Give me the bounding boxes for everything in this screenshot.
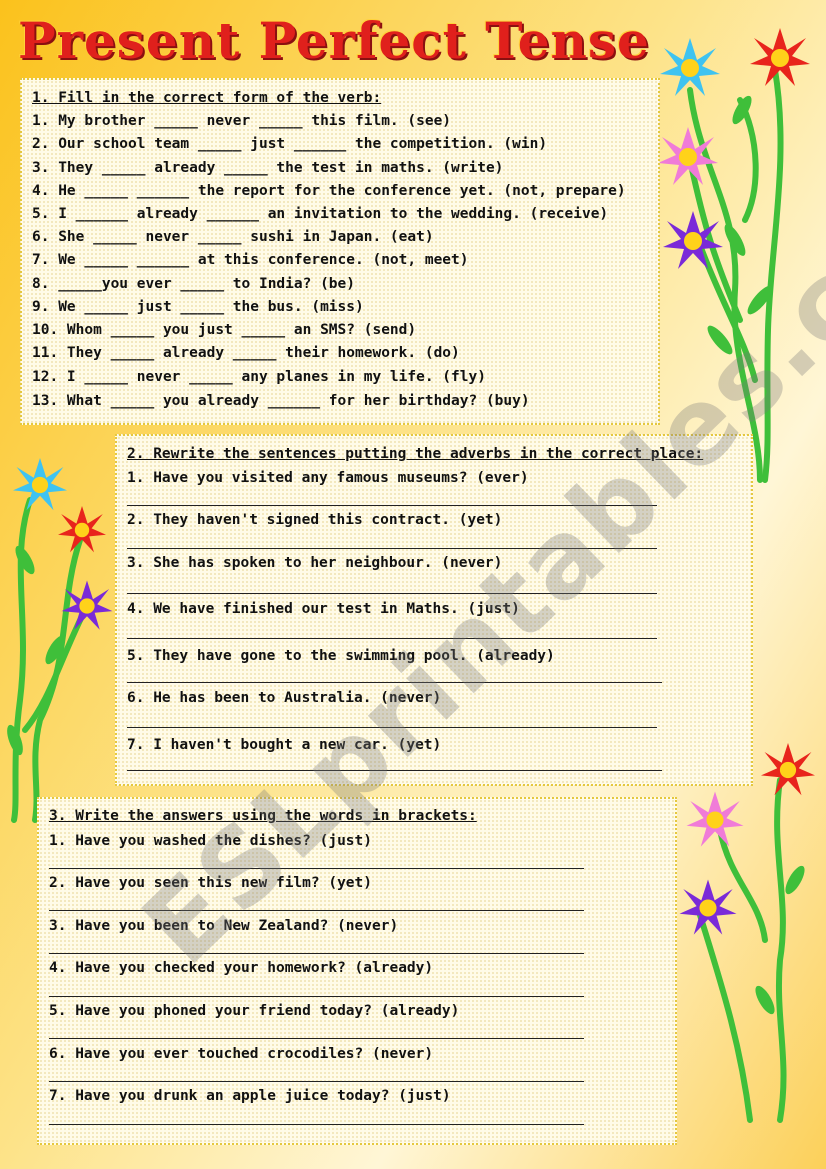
exercise-1-item: 3. They _____ already _____ the test in maths. (write) bbox=[32, 160, 504, 176]
exercise-1-item: 11. They _____ already _____ their homework. (do) bbox=[32, 345, 460, 361]
exercise-1-item: 13. What _____ you already ______ for her birthday? (buy) bbox=[32, 393, 530, 409]
exercise-3-heading: 3. Write the answers using the words in brackets: bbox=[49, 808, 477, 824]
exercise-1-item: 2. Our school team _____ just ______ the competition. (win) bbox=[32, 136, 548, 152]
exercise-3-item: 7. Have you drunk an apple juice today? (just) bbox=[49, 1088, 451, 1104]
exercise-2-item: 4. We have finished our test in Maths. (just) bbox=[127, 601, 520, 617]
exercise-3-item: 6. Have you ever touched crocodiles? (never) bbox=[49, 1046, 434, 1062]
answer-line bbox=[49, 1124, 584, 1125]
exercise-1-item: 1. My brother _____ never _____ this film. (see) bbox=[32, 113, 452, 129]
exercise-3-item: 3. Have you been to New Zealand? (never) bbox=[49, 918, 399, 934]
answer-line bbox=[49, 953, 584, 954]
exercise-3-item: 4. Have you checked your homework? (already) bbox=[49, 960, 434, 976]
exercise-1-item: 7. We _____ ______ at this conference. (not, meet) bbox=[32, 252, 469, 268]
exercise-3-item: 2. Have you seen this new film? (yet) bbox=[49, 875, 373, 891]
exercise-1-item: 9. We _____ just _____ the bus. (miss) bbox=[32, 299, 364, 315]
exercise-2-item: 2. They haven't signed this contract. (yet) bbox=[127, 512, 503, 528]
exercise-1-item: 12. I _____ never _____ any planes in my life. (fly) bbox=[32, 369, 486, 385]
page-title: Present Perfect Tense bbox=[18, 11, 650, 70]
exercise-1-box bbox=[20, 78, 660, 425]
exercise-1-heading: 1. Fill in the correct form of the verb: bbox=[32, 90, 382, 106]
exercise-3-item: 1. Have you washed the dishes? (just) bbox=[49, 833, 373, 849]
exercise-3-item: 5. Have you phoned your friend today? (already) bbox=[49, 1003, 460, 1019]
exercise-1-item: 5. I ______ already ______ an invitation to the wedding. (receive) bbox=[32, 206, 609, 222]
exercise-2-item: 7. I haven't bought a new car. (yet) bbox=[127, 737, 442, 753]
exercise-1-item: 8. _____you ever _____ to India? (be) bbox=[32, 276, 356, 292]
exercise-1-item: 4. He _____ ______ the report for the conference yet. (not, prepare) bbox=[32, 183, 626, 199]
answer-line bbox=[49, 1038, 584, 1039]
exercise-2-item: 5. They have gone to the swimming pool. (already) bbox=[127, 648, 555, 664]
exercise-1-item: 10. Whom _____ you just _____ an SMS? (send) bbox=[32, 322, 417, 338]
exercise-2-item: 3. She has spoken to her neighbour. (never) bbox=[127, 555, 503, 571]
exercise-2-item: 1. Have you visited any famous museums? (ever) bbox=[127, 470, 529, 486]
exercise-2-heading: 2. Rewrite the sentences putting the adverbs in the correct place: bbox=[127, 446, 704, 462]
answer-line bbox=[49, 1081, 584, 1082]
exercise-1-item: 6. She _____ never _____ sushi in Japan. (eat) bbox=[32, 229, 434, 245]
exercise-2-item: 6. He has been to Australia. (never) bbox=[127, 690, 442, 706]
answer-line bbox=[49, 996, 584, 997]
